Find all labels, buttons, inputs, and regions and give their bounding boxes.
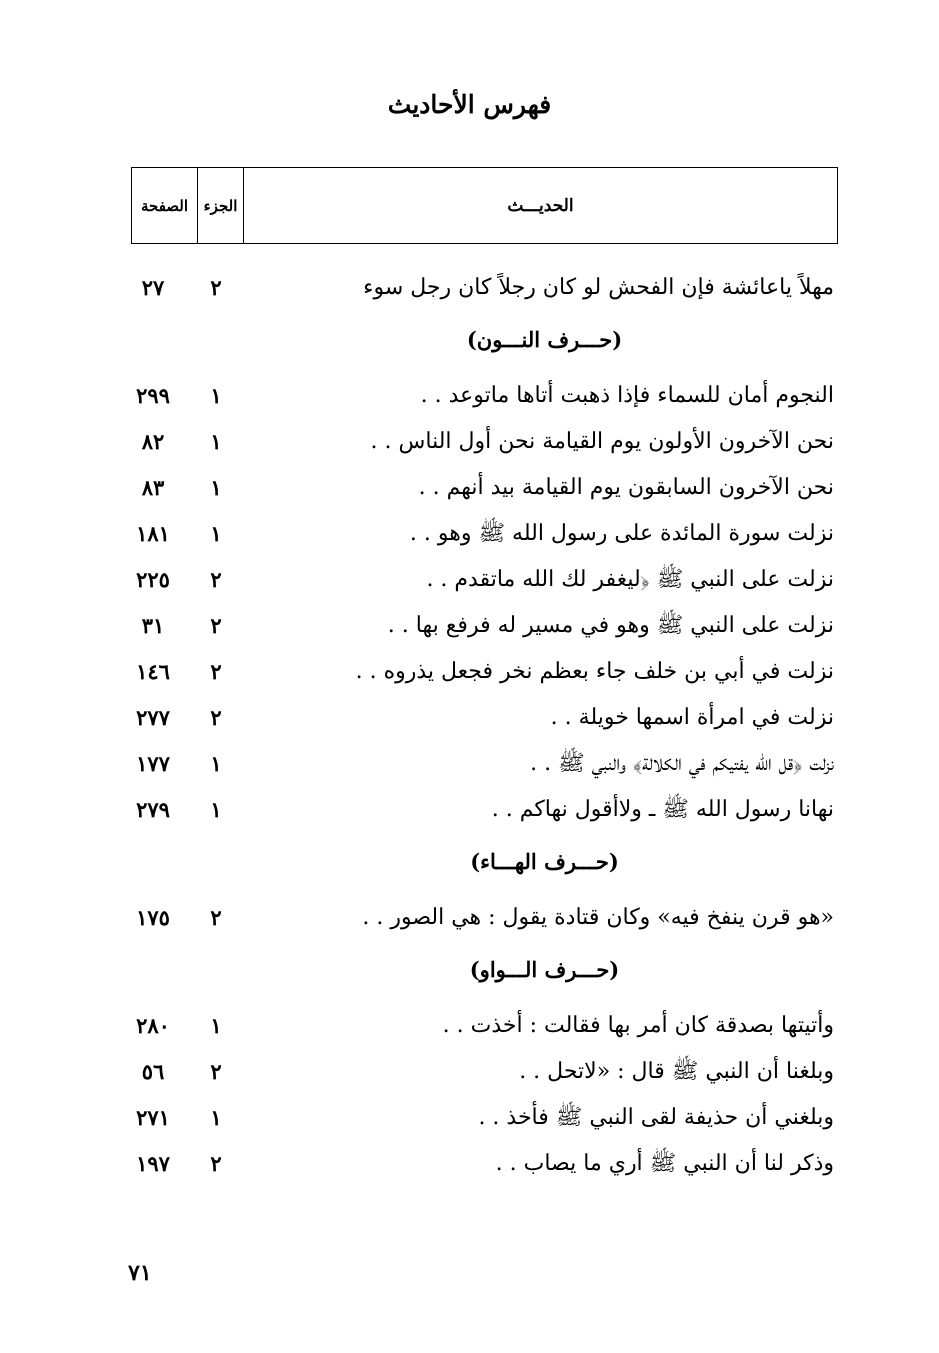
volume-number: ١ xyxy=(210,751,222,776)
index-entry xyxy=(0,1006,939,1046)
section-heading: (حـــرف الهـــاء) xyxy=(470,849,619,874)
volume-number: ١ xyxy=(210,383,222,408)
page-ref: ١٤٦ xyxy=(136,659,170,684)
volume-number: ١ xyxy=(210,1013,222,1038)
index-entry xyxy=(0,468,939,508)
page-ref: ٢٩٩ xyxy=(136,383,170,408)
volume-number: ٢ xyxy=(210,705,222,730)
index-entry xyxy=(0,698,939,738)
index-entry xyxy=(0,1052,939,1092)
section-heading: (حـــرف الـــواو) xyxy=(469,957,620,982)
index-entry xyxy=(0,514,939,554)
volume-number: ٢ xyxy=(210,1059,222,1084)
hadith-text: وأتيتها بصدقة كان أمر بها فقالت : أخذت . . xyxy=(442,1013,834,1038)
volume-number: ٢ xyxy=(210,567,222,592)
hadith-text: نحن الآخرون الأولون يوم القيامة نحن أول الناس . . xyxy=(370,429,834,454)
index-entry xyxy=(0,744,939,784)
header-page: الصفحة xyxy=(140,196,189,215)
hadith-text: نهانا رسول الله ﷺ ـ ولاأقول نهاكم . . xyxy=(491,797,834,822)
index-entry xyxy=(0,790,939,830)
hadith-text: نزلت في أبي بن خلف جاء بعظم نخر فجعل يذروه . . xyxy=(355,659,834,684)
hadith-text: وبلغني أن حذيفة لقى النبي ﷺ فأخذ . . xyxy=(478,1105,834,1130)
hadith-text: نزلت على النبي ﷺ ﴿ليغفر لك الله ماتقدم . . xyxy=(426,567,834,592)
page-title: فهرس الأحاديث xyxy=(387,90,552,119)
volume-number: ٢ xyxy=(210,613,222,638)
index-entry xyxy=(0,1144,939,1184)
page-ref: ٨٢ xyxy=(141,429,165,454)
hadith-text: نزلت سورة المائدة على رسول الله ﷺ وهو . . xyxy=(409,521,834,546)
section-heading: (حـــرف النـــون) xyxy=(466,327,623,352)
hadith-text: وبلغنا أن النبي ﷺ قال : «لاتحل . . xyxy=(519,1059,834,1084)
volume-number: ٢ xyxy=(210,659,222,684)
page-ref: ٣١ xyxy=(141,613,165,638)
volume-number: ١ xyxy=(210,521,222,546)
page-ref: ٢٧٩ xyxy=(136,797,170,822)
page-ref: ٢٨٠ xyxy=(136,1013,170,1038)
volume-number: ٢ xyxy=(210,905,222,930)
header-volume: الجزء xyxy=(197,168,243,243)
index-entry xyxy=(0,376,939,416)
hadith-text: مهلاً ياعائشة فإن الفحش لو كان رجلاً كان رجل سوء xyxy=(363,275,834,300)
volume-number: ١ xyxy=(210,797,222,822)
index-entry xyxy=(0,268,939,308)
hadith-text: «هو قرن ينفخ فيه» وكان قتادة يقول : هي الصور . . xyxy=(362,905,834,930)
header-hadith: الحديـــث xyxy=(243,168,837,243)
index-entry xyxy=(0,1098,939,1138)
volume-number: ٢ xyxy=(210,1151,222,1176)
index-entry xyxy=(0,898,939,938)
page-ref: ١٩٧ xyxy=(136,1151,170,1176)
hadith-text: النجوم أمان للسماء فإذا ذهبت أتاها ماتوعد . . xyxy=(420,383,834,408)
page-ref: ١٧٥ xyxy=(136,905,170,930)
hadith-text: نزلت ﴿قل الله يفتيكم في الكلالة﴾ والنبي ﷺ . . xyxy=(530,751,834,776)
page-ref: ٢٧١ xyxy=(136,1105,170,1130)
hadith-text: نزلت على النبي ﷺ وهو في مسير له فرفع بها . . xyxy=(387,613,834,638)
hadith-text: نحن الآخرون السابقون يوم القيامة بيد أنهم . . xyxy=(418,475,834,500)
page-ref: ١٨١ xyxy=(136,521,170,546)
page-ref: ٥٦ xyxy=(141,1059,165,1084)
index-entry xyxy=(0,422,939,462)
hadith-text: وذكر لنا أن النبي ﷺ أري ما يصاب . . xyxy=(495,1151,834,1176)
page-ref: ٨٣ xyxy=(141,475,165,500)
volume-number: ١ xyxy=(210,429,222,454)
volume-number: ١ xyxy=(210,1105,222,1130)
index-table-header xyxy=(131,167,838,244)
index-entry xyxy=(0,652,939,692)
page-ref: ٢٢٥ xyxy=(136,567,170,592)
volume-number: ٢ xyxy=(210,275,222,300)
volume-number: ١ xyxy=(210,475,222,500)
page-ref: ١٧٧ xyxy=(136,751,170,776)
index-entry xyxy=(0,560,939,600)
page-ref: ٢٧٧ xyxy=(136,705,170,730)
index-entry xyxy=(0,606,939,646)
page-number: ٧١ xyxy=(128,1260,152,1286)
hadith-text: نزلت في امرأة اسمها خويلة . . xyxy=(550,705,834,730)
page-ref: ٢٧ xyxy=(141,275,165,300)
